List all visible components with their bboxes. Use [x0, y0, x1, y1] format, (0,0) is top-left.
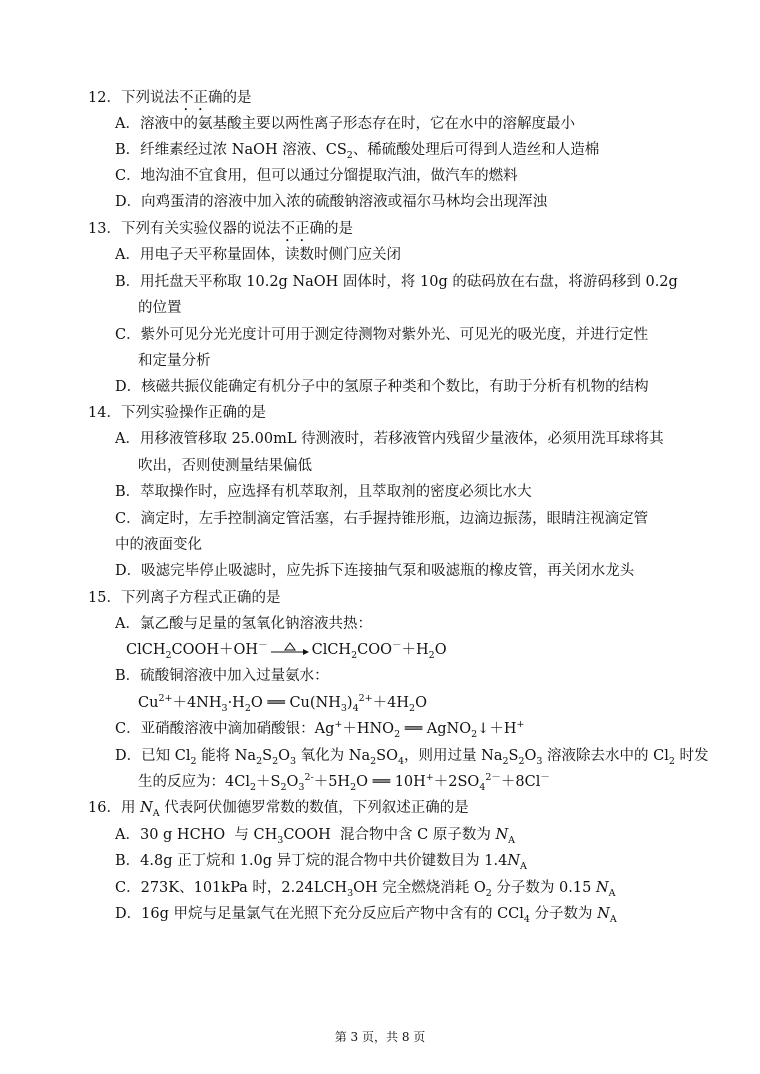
q16-option-c: C．273K、101kPa 时，$2.24LCH_3OH$ 完全燃烧消耗 $O_2$ 分子数为 0.15 $N_A$: [115, 880, 616, 899]
q14-option-c-cont: 中的液面变化: [115, 537, 202, 553]
q14-option-c: C．滴定时，左手控制滴定管活塞，右手握持锥形瓶，边滴边振荡，眼睛注视滴定管: [115, 511, 649, 527]
q15-option-a-equation: ClCH$_2$COOH＋OH－ $ClCH_2COO^-+H_2O$: [126, 640, 447, 661]
heat-arrow-icon: [270, 642, 310, 656]
question-13-stem: 13．下列有关实验仪器的说法不正确的是: [88, 221, 353, 237]
q15-option-d: D．已知 $Cl_2$ 能将 $Na_2S_2O_3$ 氧化为 $Na_2SO_4$，则用过量 $Na_2S_2O_3$ 溶液除去水中的 $Cl_2$ 时发: [115, 748, 709, 767]
question-15-stem: 15．下列离子方程式正确的是: [88, 590, 281, 606]
q15-option-c: C．亚硝酸溶液中滴加硝酸银：$Ag^++HNO_2$ ══ AgNO$_2$↓＋H+: [115, 719, 525, 740]
q14-option-a-cont: 吹出，否则使测量结果偏低: [138, 458, 312, 474]
q15-option-b-equation: $Cu^{2+}+4NH_3\cdot H_2O$ ══ $Cu(NH_3)_4^{2+}+4H_2O$: [138, 693, 427, 714]
q12-option-d: D．向鸡蛋清的溶液中加入浓的硫酸钠溶液或福尔马林均会出现浑浊: [115, 194, 548, 210]
q15-option-d-cont: 生的反应为：$4Cl_2+S_2O_3^{2-}+5H_2O$ ══ $10H^++2SO_4^{2-}+8Cl^-$: [138, 772, 550, 793]
q12-option-b: B．纤维素经过浓 NaOH 溶液、$CS_2$、稀硫酸处理后可得到人造丝和人造棉: [115, 142, 600, 161]
q16-option-b: B．4.8g 正丁烷和 1.0g 异丁烷的混合物中共价键数目为 $1.4N_A$: [115, 853, 527, 872]
q13-option-c-cont: 和定量分析: [138, 353, 211, 369]
question-16-stem: 16．用 $N_A$ 代表阿伏伽德罗常数的数值，下列叙述正确的是: [88, 800, 469, 819]
q13-option-b: B．用托盘天平称取 10.2g NaOH 固体时，将 10g 的砝码放在右盘，将游码移到 0.2g: [115, 274, 678, 290]
q12-option-c: C．地沟油不宜食用，但可以通过分馏提取汽油，做汽车的燃料: [115, 168, 518, 184]
question-12-stem: 12．下列说法不正确的是: [88, 90, 252, 106]
question-14-stem: 14．下列实验操作正确的是: [88, 405, 266, 421]
q13-option-c: C．紫外可见分光光度计可用于测定待测物对紫外光、可见光的吸光度，并进行定性: [115, 327, 649, 343]
q14-option-b: B．萃取操作时，应选择有机萃取剂，且萃取剂的密度必须比水大: [115, 484, 532, 500]
q15-option-a: A．氯乙酸与足量的氢氧化钠溶液共热：: [115, 616, 372, 632]
page-footer: 第 3 页，共 8 页: [334, 1030, 426, 1044]
q13-option-d: D．核磁共振仪能确定有机分子中的氢原子种类和个数比，有助于分析有机物的结构: [115, 379, 649, 395]
q13-option-a: A．用电子天平称量固体，读数时侧门应关闭: [115, 247, 401, 263]
q16-option-a: A．30 g HCHO 与 $CH_3COOH$ 混合物中含 C 原子数为 $N_A$: [115, 827, 516, 846]
q14-option-d: D．吸滤完毕停止吸滤时，应先拆下连接抽气泵和吸滤瓶的橡皮管，再关闭水龙头: [115, 563, 635, 579]
q16-option-d: D．16g 甲烷与足量氯气在光照下充分反应后产物中含有的 CCl$_4$ 分子数为 $N_A$: [115, 906, 617, 925]
q15-option-b: B．硫酸铜溶液中加入过量氨水：: [115, 668, 329, 684]
q12-option-a: A．溶液中的氨基酸主要以两性离子形态存在时，它在水中的溶解度最小: [115, 116, 575, 132]
q14-option-a: A．用移液管移取 25.00mL 待测液时，若移液管内残留少量液体，必须用洗耳球将其: [115, 431, 664, 447]
q13-option-b-cont: 的位置: [138, 300, 182, 316]
